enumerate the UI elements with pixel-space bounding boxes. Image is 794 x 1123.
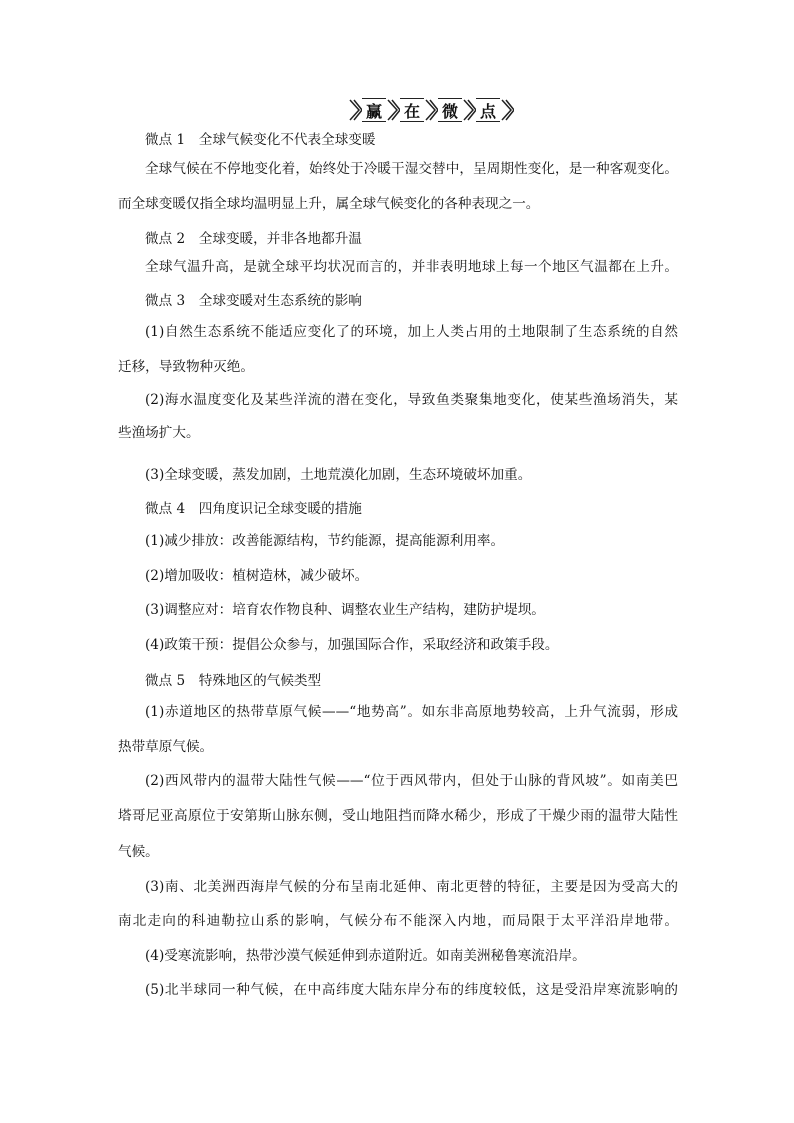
paragraph-line: (4)政策干预：提倡公众参与，加强国际合作，采取经济和政策手段。 (145, 637, 559, 653)
paragraph-line: (2)增加吸收：植树造林，减少破坏。 (145, 568, 369, 584)
paragraph-line: 塔哥尼亚高原位于安第斯山脉东侧，受山地阻挡而降水稀少，形成了干燥少雨的温带大陆性 (118, 808, 678, 824)
chevron-icon (462, 99, 476, 121)
paragraph-line: (2)海水温度变化及某些洋流的潜在变化，导致鱼类聚集地变化，使某些渔场消失，某 (145, 392, 678, 408)
paragraph-line: 些渔场扩大。 (118, 425, 200, 441)
paragraph-line: (1)自然生态系统不能适应变化了的环境，加上人类占用的土地限制了生态系统的自然 (145, 324, 678, 340)
chevron-right-icon (500, 99, 514, 121)
section-heading: 微点 2 全球变暖，并非各地都升温 (145, 231, 362, 247)
chevron-left-icon (348, 99, 362, 121)
chevron-icon (386, 99, 400, 121)
paragraph-line: (5)北半球同一种气候，在中高纬度大陆东岸分布的纬度较低，这是受沿岸寒流影响的 (145, 982, 678, 998)
paragraph-line: 而全球变暖仅指全球均温明显上升，属全球气候变化的各种表现之一。 (118, 196, 540, 212)
banner-char-1: 赢 (362, 98, 386, 122)
banner-char-3: 微 (438, 98, 462, 122)
paragraph-line: (1)赤道地区的热带草原气候——“地势高”。如东非高原地势较高，上升气流弱，形成 (145, 704, 678, 720)
paragraph-line: (3)调整应对：培育农作物良种、调整农业生产结构，建防护堤坝。 (145, 602, 545, 618)
paragraph-line: (2)西风带内的温带大陆性气候——“位于西风带内，但处于山脉的背风坡”。如南美巴 (145, 773, 678, 789)
paragraph-line: (3)南、北美洲西海岸气候的分布呈南北延伸、南北更替的特征，主要是因为受高大的 (145, 879, 678, 895)
section-banner (348, 97, 514, 123)
paragraph-line: 全球气候在不停地变化着，始终处于冷暖干湿交替中，呈周期性变化，是一种客观变化。 (145, 161, 678, 177)
paragraph-line: (4)受寒流影响，热带沙漠气候延伸到赤道附近。如南美洲秘鲁寒流沿岸。 (145, 948, 586, 964)
section-heading: 微点 3 全球变暖对生态系统的影响 (145, 293, 362, 309)
section-heading: 微点 5 特殊地区的气候类型 (145, 673, 322, 689)
chevron-icon (424, 99, 438, 121)
paragraph-line: (3)全球变暖，蒸发加剧，土地荒漠化加剧，生态环境破坏加重。 (145, 467, 532, 483)
paragraph-line: 迁移，导致物种灭绝。 (118, 359, 254, 375)
section-heading: 微点 1 全球气候变化不代表全球变暖 (145, 132, 376, 148)
banner-char-2: 在 (400, 98, 424, 122)
paragraph-line: 气候。 (118, 844, 159, 860)
paragraph-line: (1)减少排放：改善能源结构，节约能源，提高能源利用率。 (145, 533, 505, 549)
paragraph-line: 热带草原气候。 (118, 739, 214, 755)
paragraph-line: 全球气温升高，是就全球平均状况而言的，并非表明地球上每一个地区气温都在上升。 (145, 259, 678, 275)
section-heading: 微点 4 四角度识记全球变暖的措施 (145, 501, 362, 517)
paragraph-line: 南北走向的科迪勒拉山系的影响，气候分布不能深入内地，而局限于太平洋沿岸地带。 (118, 913, 678, 929)
banner-char-4: 点 (476, 98, 500, 122)
